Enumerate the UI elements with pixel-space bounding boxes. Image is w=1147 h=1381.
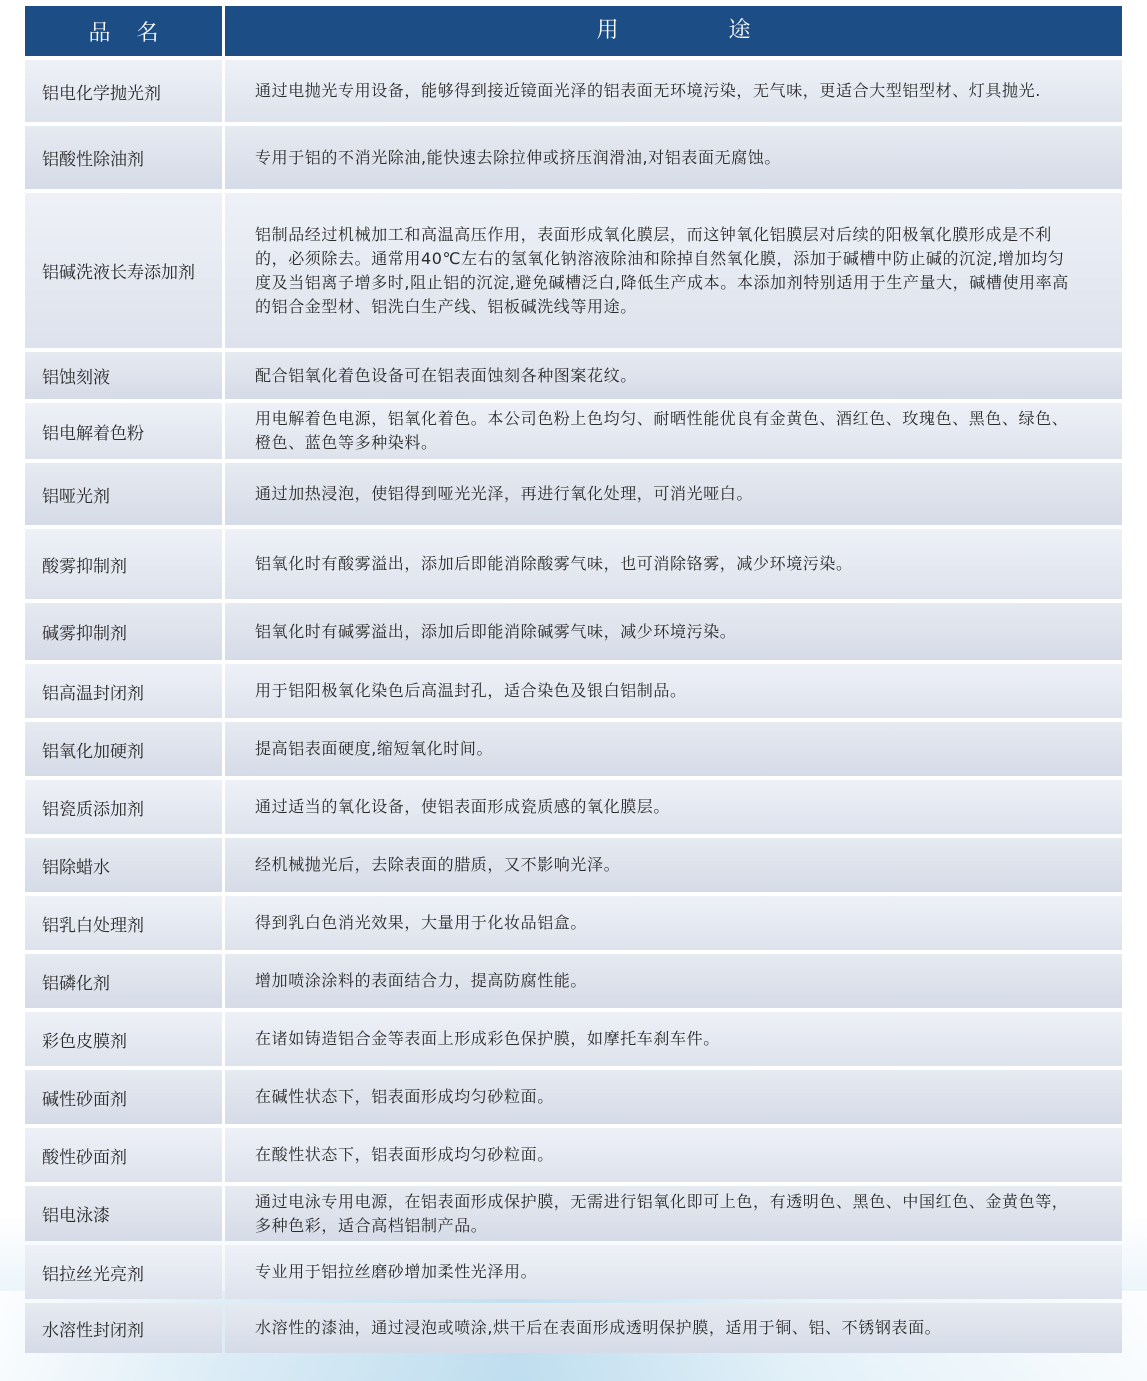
product-name: 水溶性封闭剂 [25, 1303, 222, 1353]
product-name: 铝乳白处理剂 [25, 896, 222, 950]
table-row [25, 1303, 1122, 1353]
product-usage: 铝氧化时有酸雾溢出，添加后即能消除酸雾气味，也可消除铬雾，减少环境污染。 [225, 529, 1122, 599]
product-name: 酸雾抑制剂 [25, 529, 222, 599]
product-name: 铝电化学抛光剂 [25, 60, 222, 122]
product-usage: 专业用于铝拉丝磨砂增加柔性光泽用。 [225, 1245, 1122, 1299]
table-row [25, 1128, 1122, 1182]
product-name: 彩色皮膜剂 [25, 1012, 222, 1066]
product-usage: 专用于铝的不消光除油,能快速去除拉伸或挤压润滑油,对铝表面无腐蚀。 [225, 126, 1122, 189]
table-row [25, 529, 1122, 599]
product-name: 铝碱洗液长寿添加剂 [25, 193, 222, 348]
table-row [25, 603, 1122, 660]
product-usage: 铝氧化时有碱雾溢出，添加后即能消除碱雾气味，减少环境污染。 [225, 603, 1122, 660]
table-header [25, 6, 1122, 56]
table-row [25, 1012, 1122, 1066]
product-usage: 在诸如铸造铝合金等表面上形成彩色保护膜，如摩托车刹车件。 [225, 1012, 1122, 1066]
table-row [25, 1070, 1122, 1124]
table-row [25, 722, 1122, 776]
table-row [25, 954, 1122, 1008]
product-table [25, 6, 1122, 1353]
product-usage: 经机械抛光后，去除表面的腊质，又不影响光泽。 [225, 838, 1122, 892]
product-usage: 通过电抛光专用设备，能够得到接近镜面光泽的铝表面无环境污染，无气味，更适合大型铝型材、灯具抛光. [225, 60, 1122, 122]
table-row [25, 126, 1122, 189]
product-name: 碱性砂面剂 [25, 1070, 222, 1124]
product-name: 铝瓷质添加剂 [25, 780, 222, 834]
table-row [25, 352, 1122, 399]
table-row [25, 1186, 1122, 1241]
table-row [25, 193, 1122, 348]
product-usage: 配合铝氧化着色设备可在铝表面蚀刻各种图案花纹。 [225, 352, 1122, 399]
product-name: 铝磷化剂 [25, 954, 222, 1008]
product-name: 铝拉丝光亮剂 [25, 1245, 222, 1299]
product-name: 铝电泳漆 [25, 1186, 222, 1241]
table-row [25, 896, 1122, 950]
product-usage: 在酸性状态下，铝表面形成均匀砂粒面。 [225, 1128, 1122, 1182]
product-name: 铝电解着色粉 [25, 403, 222, 459]
product-name: 铝除蜡水 [25, 838, 222, 892]
product-usage: 铝制品经过机械加工和高温高压作用，表面形成氧化膜层，而这钟氧化铝膜层对后续的阳极氧化膜形成是不利的，必须除去。通常用40℃左右的氢氧化钠溶液除油和除掉自然氧化膜，添加于碱槽中防止碱的沉淀,增加均匀度及当铝离子增多时,阻止铝的沉淀,避免碱槽泛白,降低生产成本。本添加剂特别适用于生产量大，碱槽使用率高的铝合金型材、铝洗白生产线、铝板碱洗线等用途。 [225, 193, 1122, 348]
table-row [25, 664, 1122, 718]
table-row [25, 838, 1122, 892]
product-usage: 水溶性的漆油，通过浸泡或喷涂,烘干后在表面形成透明保护膜，适用于铜、铝、不锈钢表面。 [225, 1303, 1122, 1353]
product-name: 碱雾抑制剂 [25, 603, 222, 660]
product-name: 铝哑光剂 [25, 463, 222, 525]
product-usage: 用电解着色电源，铝氧化着色。本公司色粉上色均匀、耐晒性能优良有金黄色、酒红色、玫瑰色、黑色、绿色、橙色、蓝色等多种染料。 [225, 403, 1122, 459]
product-usage: 用于铝阳极氧化染色后高温封孔，适合染色及银白铝制品。 [225, 664, 1122, 718]
product-name: 酸性砂面剂 [25, 1128, 222, 1182]
product-usage: 通过适当的氧化设备，使铝表面形成瓷质感的氧化膜层。 [225, 780, 1122, 834]
product-name: 铝氧化加硬剂 [25, 722, 222, 776]
product-usage: 得到乳白色消光效果，大量用于化妆品铝盒。 [225, 896, 1122, 950]
product-usage: 通过电泳专用电源，在铝表面形成保护膜，无需进行铝氧化即可上色，有透明色、黑色、中国红色、金黄色等，多种色彩，适合高档铝制产品。 [225, 1186, 1122, 1241]
header-usage: 用 途 [225, 6, 1122, 56]
product-usage: 提高铝表面硬度,缩短氧化时间。 [225, 722, 1122, 776]
product-name: 铝酸性除油剂 [25, 126, 222, 189]
header-product-name: 品 名 [25, 6, 222, 56]
product-usage: 在碱性状态下，铝表面形成均匀砂粒面。 [225, 1070, 1122, 1124]
table-row [25, 60, 1122, 122]
product-usage: 通过加热浸泡，使铝得到哑光光泽，再进行氧化处理，可消光哑白。 [225, 463, 1122, 525]
product-name: 铝蚀刻液 [25, 352, 222, 399]
table-row [25, 1245, 1122, 1299]
table-row [25, 463, 1122, 525]
product-usage: 增加喷涂涂料的表面结合力，提高防腐性能。 [225, 954, 1122, 1008]
product-name: 铝高温封闭剂 [25, 664, 222, 718]
table-row [25, 403, 1122, 459]
table-row [25, 780, 1122, 834]
